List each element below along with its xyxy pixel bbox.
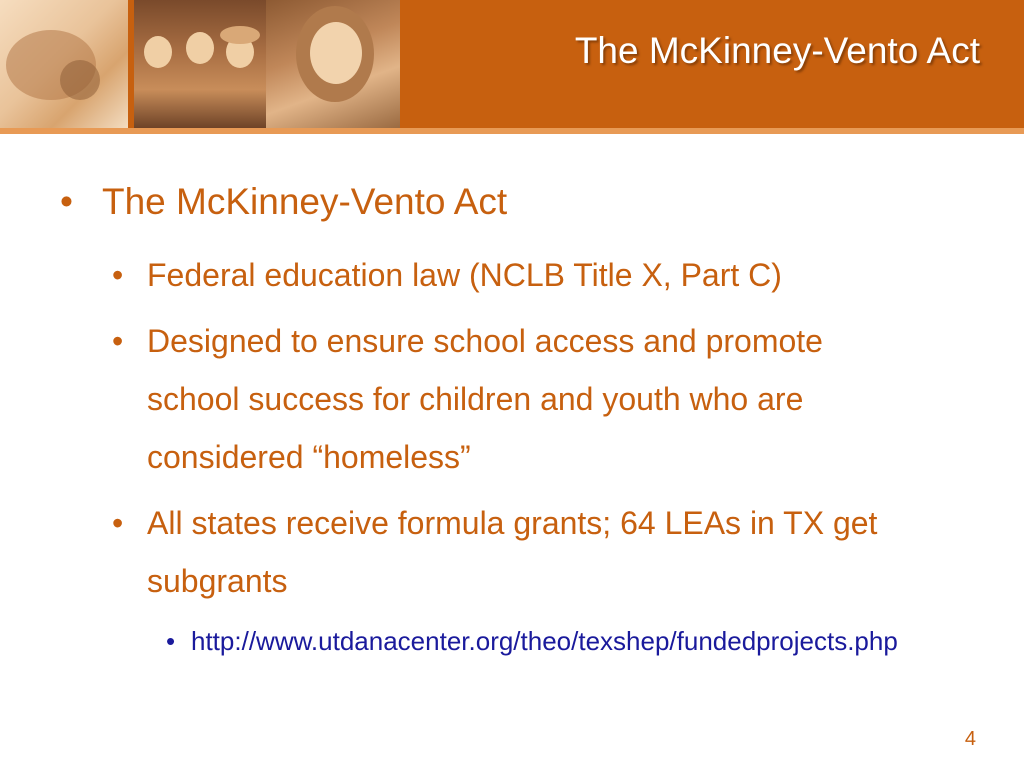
slide-title: The McKinney-Vento Act <box>574 30 980 71</box>
bullet-dot: • <box>112 505 124 541</box>
bullet-dot: • <box>166 626 176 656</box>
bullet-main-text: The McKinney-Vento Act <box>102 181 508 222</box>
bullet-sub-2-text: Designed to ensure school access and promote school success for children and youth who are considered “homeless” <box>147 323 823 475</box>
bullet-sub-1-text: Federal education law (NCLB Title X, Part C) <box>147 257 782 293</box>
bullet-main <box>60 176 507 228</box>
photo-three-children <box>134 0 266 128</box>
header-band <box>0 0 1024 128</box>
photo-girl <box>266 0 400 128</box>
bullet-dot: • <box>112 257 124 293</box>
bullet-dot: • <box>112 323 124 359</box>
bullet-dot: • <box>60 181 73 222</box>
bullet-sub-3-text: All states receive formula grants; 64 LEAs in TX get subgrants <box>147 505 878 599</box>
funded-projects-link[interactable]: http://www.utdanacenter.org/theo/texshep/fundedprojects.php <box>191 626 898 656</box>
page-number: 4 <box>964 728 976 750</box>
bullet-link-item <box>166 616 961 666</box>
header-divider <box>0 128 1024 134</box>
photo-writing-hand <box>0 0 128 128</box>
bullet-sub-1 <box>112 246 947 304</box>
bullet-sub-2 <box>112 312 867 486</box>
bullet-sub-3 <box>112 494 947 610</box>
